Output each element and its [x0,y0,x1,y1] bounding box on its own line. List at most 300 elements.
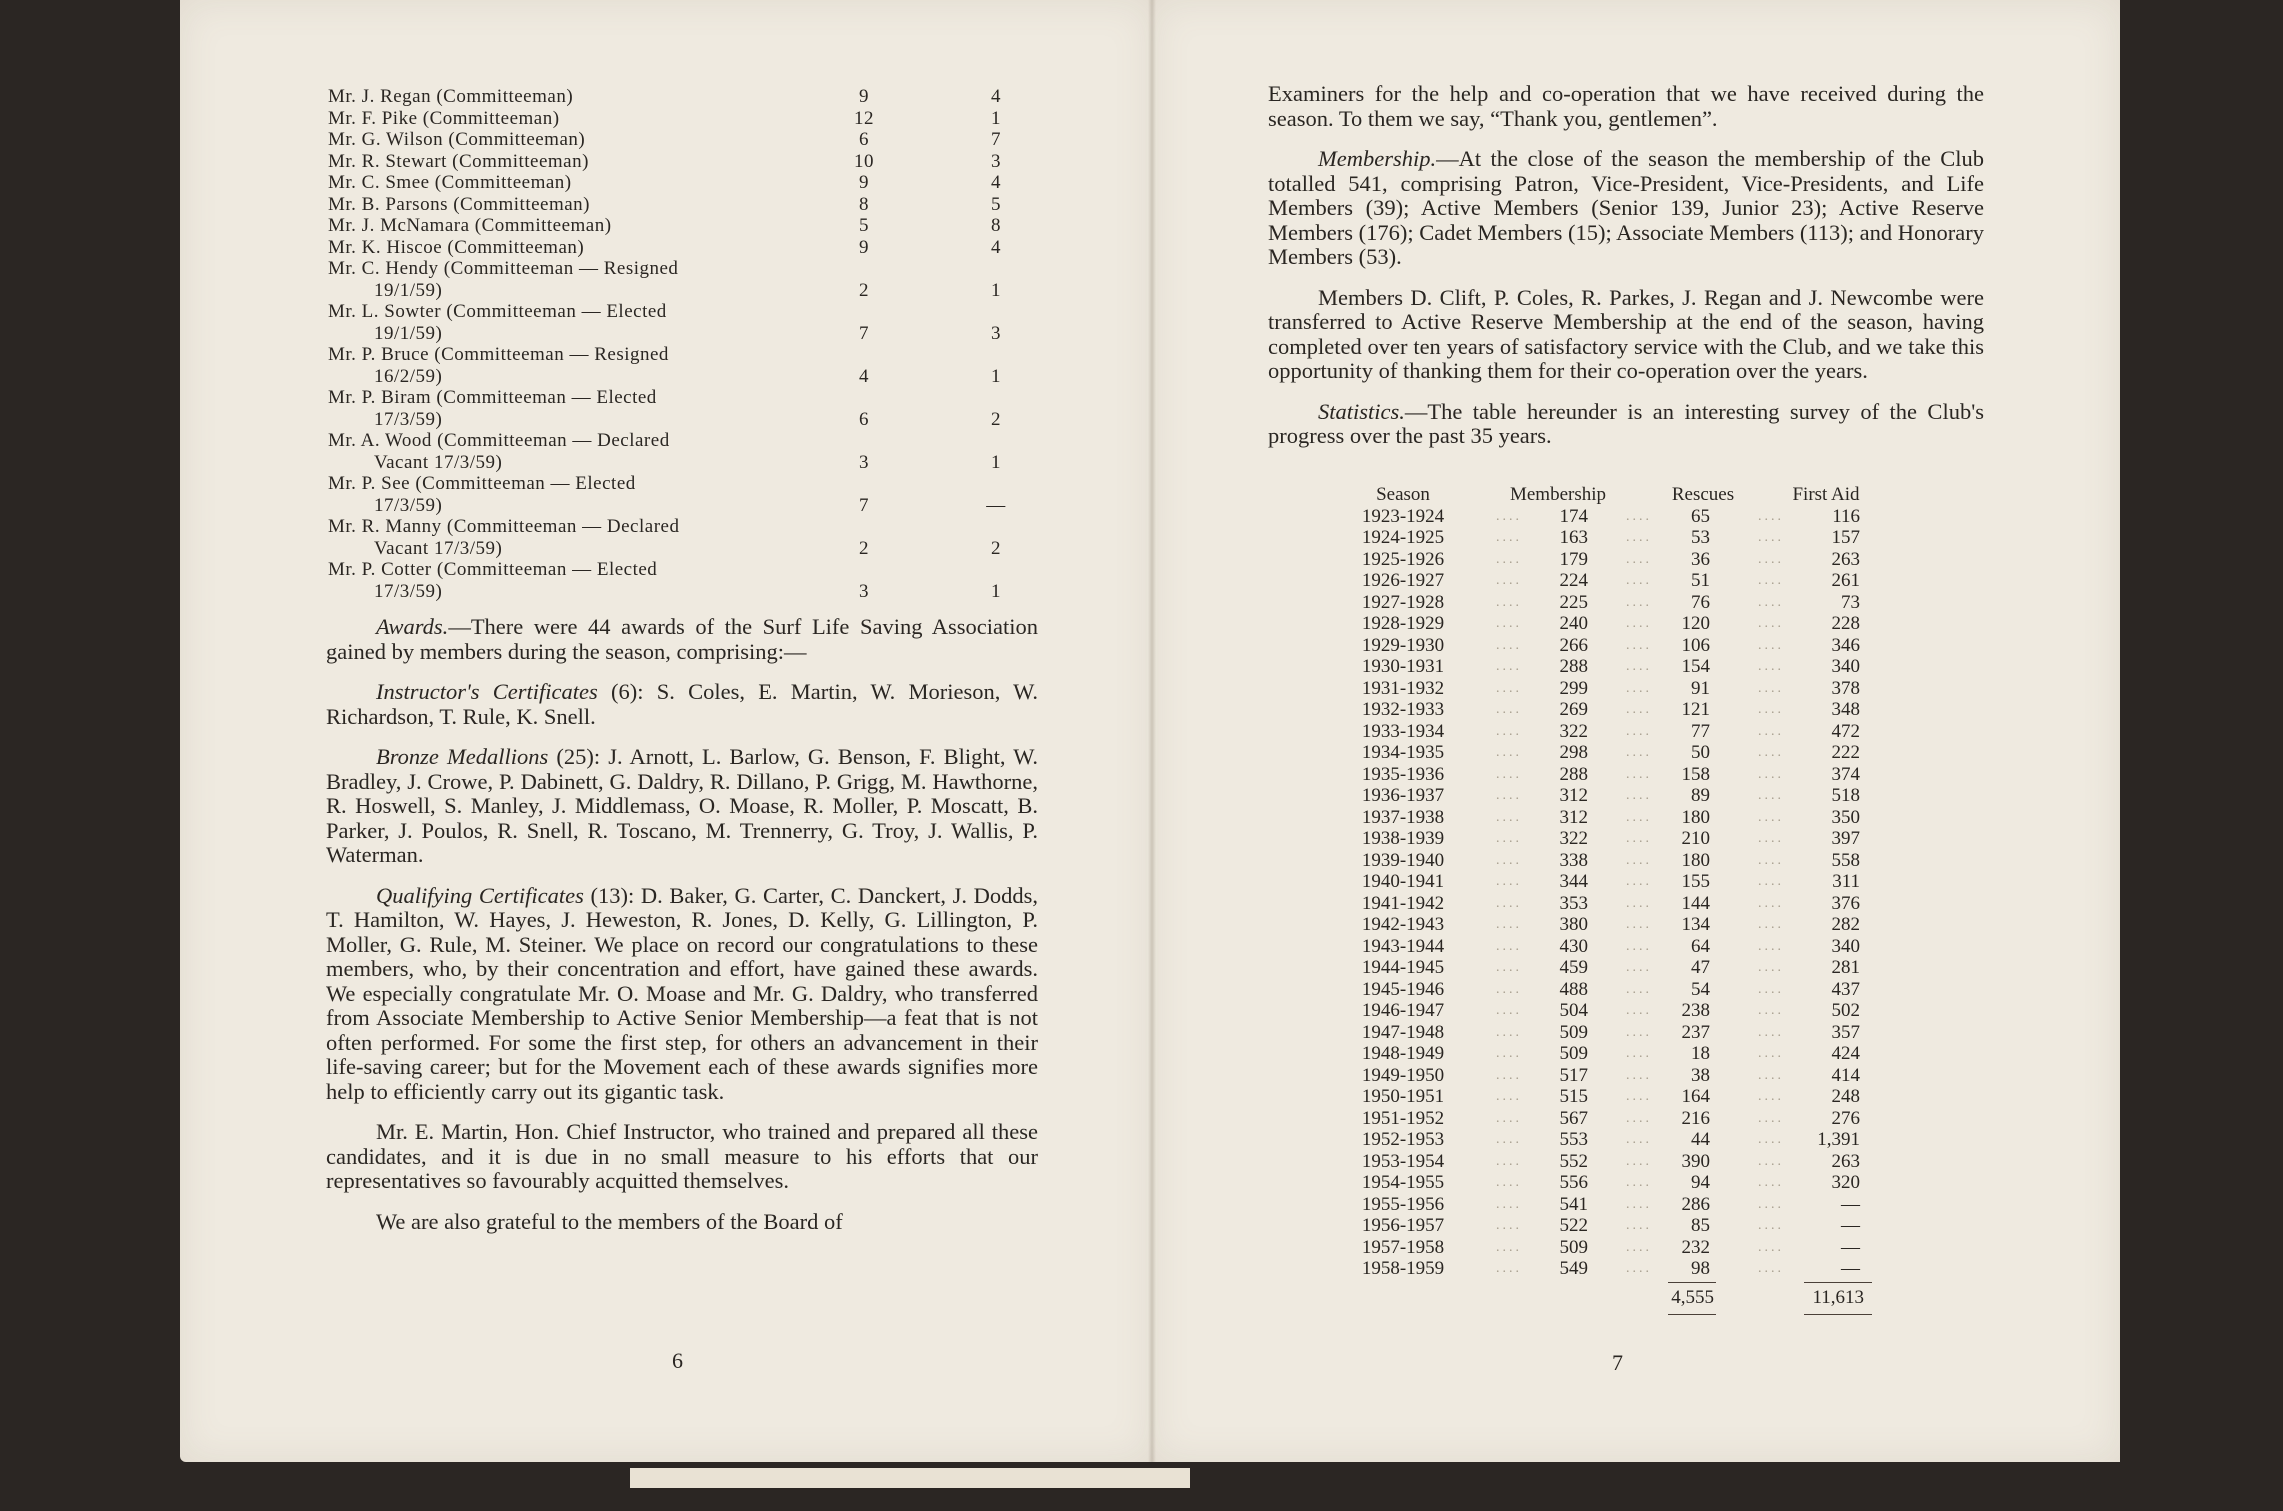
leader-dots: .... [1626,917,1652,932]
committee-value-1: 5 [859,215,869,236]
committee-member-line1: Mr. G. Wilson (Committeeman) [328,129,586,150]
committee-member-line2: 17/3/59) [374,580,443,602]
leader-dots: .... [1626,680,1652,696]
leader-dots: .... [1758,809,1784,825]
membership-cell: 344 [1559,871,1588,892]
leader-dots: .... [1496,766,1522,782]
committee-member-name [328,108,788,130]
leader-dots: .... [1626,1196,1652,1212]
statistics-row [1348,1086,1928,1108]
statistics-row [1348,957,1928,979]
right-paragraph [1268,400,1984,449]
leader-dots: .... [1496,1089,1522,1104]
leader-dots: .... [1626,1003,1652,1018]
leader-dots: .... [1758,831,1784,846]
committee-value-1: 10 [854,150,874,172]
rescues-cell: 18 [1691,1043,1710,1064]
leader-dots: .... [1496,1239,1522,1255]
page-number-left: 6 [672,1348,683,1373]
membership-cell: 353 [1559,892,1588,914]
committee-member-line2: 19/1/59) [374,322,443,344]
season-cell: 1940-1941 [1361,871,1445,892]
leader-dots: .... [1626,659,1652,674]
leader-dots: .... [1758,1046,1784,1061]
first-aid-cell: — [1841,1258,1860,1279]
paragraph-heading: Instructor's Certificates [376,679,598,704]
leader-dots: .... [1626,1132,1652,1147]
right-page-text [1268,82,1984,465]
leader-dots: .... [1496,788,1522,803]
season-cell: 1953-1954 [1361,1150,1445,1172]
membership-cell: 163 [1559,527,1588,548]
statistics-row [1348,979,1928,1001]
rescues-total: 4,555 [1671,1286,1714,1308]
season-cell: 1954-1955 [1361,1172,1445,1193]
leader-dots: .... [1626,960,1652,975]
leader-dots: .... [1626,1218,1652,1233]
rescues-cell: 85 [1691,1215,1710,1236]
season-cell: 1926-1927 [1361,570,1445,591]
leader-dots: .... [1496,831,1522,846]
leader-dots: .... [1496,1110,1522,1126]
committee-member-line1: Mr. J. Regan (Committeeman) [328,86,574,107]
leader-dots: .... [1496,1218,1522,1233]
leader-dots: .... [1626,831,1652,846]
rescues-cell: 180 [1681,849,1710,871]
committee-value-2: 4 [991,86,1001,107]
right-paragraph [1268,286,1984,384]
committee-value-2: 5 [991,193,1001,215]
paragraph-text: Examiners for the help and co-operation that we have received during the season. To them we say, “Thank you, gentlemen”. [1268,81,1984,131]
rescues-cell: 155 [1681,871,1710,892]
leader-dots: .... [1496,1024,1522,1040]
leader-dots: .... [1496,723,1522,739]
membership-cell: 541 [1559,1193,1588,1215]
rescues-cell: 216 [1681,1107,1710,1129]
season-cell: 1934-1935 [1361,742,1445,763]
leader-dots: .... [1626,530,1652,545]
membership-cell: 288 [1559,763,1588,785]
committee-row [328,172,1048,194]
statistics-row [1348,1215,1928,1237]
paragraph-text: (6): S. Coles, E. Martin, W. Morieson, W. Richardson, T. Rule, K. Snell. [326,679,1038,729]
committee-member-line1: Mr. R. Manny (Committeeman — Declared [328,516,680,537]
rescues-cell: 50 [1691,742,1710,763]
committee-value-2: 8 [991,215,1001,236]
season-cell: 1939-1940 [1361,849,1445,871]
committee-member-line2: 16/2/59) [374,365,443,387]
first-aid-cell: 348 [1831,699,1860,720]
statistics-row [1348,1258,1928,1280]
leader-dots: .... [1496,1003,1522,1018]
statistics-row [1348,742,1928,764]
first-aid-cell: 222 [1831,742,1860,763]
leader-dots: .... [1758,1261,1784,1276]
leader-dots: .... [1496,702,1522,717]
membership-cell: 312 [1559,785,1588,806]
leader-dots: .... [1758,1024,1784,1040]
first-aid-cell: 320 [1831,1172,1860,1193]
paragraph-text: —At the close of the season the membership of the Club totalled 541, comprising Patron, Vice-President, Vice-Presidents, and Life Members (39); Active Members (Senior 139, Junior 23); Active Reserve Members (176); Cadet Members (15); Associate Members (113); and Honorary Members (53). [1268,146,1984,269]
statistics-row [1348,592,1928,614]
membership-cell: 509 [1559,1043,1588,1064]
statistics-row [1348,1172,1928,1194]
rescues-cell: 286 [1681,1193,1710,1215]
season-cell: 1942-1943 [1361,914,1445,935]
leader-dots: .... [1626,1024,1652,1040]
leader-dots: .... [1758,508,1784,524]
membership-cell: 288 [1559,656,1588,677]
first-aid-cell: — [1841,1236,1860,1258]
committee-member-line1: Mr. K. Hiscoe (Committeeman) [328,236,585,258]
leader-dots: .... [1758,766,1784,782]
membership-cell: 174 [1559,505,1588,527]
statistics-row [1348,1043,1928,1065]
rescues-cell: 390 [1681,1150,1710,1172]
rescues-cell: 154 [1681,656,1710,677]
committee-value-1: 7 [859,322,869,344]
committee-value-1: 8 [859,193,869,215]
first-aid-cell: 116 [1832,505,1860,527]
leader-dots: .... [1758,1239,1784,1255]
committee-row [328,237,1048,259]
leader-dots: .... [1626,874,1652,889]
header-rescues: Rescues [1671,484,1735,505]
leader-dots: .... [1758,1218,1784,1233]
committee-attendance-table [328,86,1048,602]
season-cell: 1955-1956 [1361,1193,1445,1215]
season-cell: 1929-1930 [1361,634,1445,656]
committee-member-line1: Mr. P. See (Committeeman — Elected [328,473,636,494]
leader-dots: .... [1758,938,1784,954]
leader-dots: .... [1626,1110,1652,1126]
leader-dots: .... [1626,1046,1652,1061]
paragraph-text: Members D. Clift, P. Coles, R. Parkes, J. Regan and J. Newcombe were transferred to Active Reserve Membership at the end of the season, having completed over ten years of satisfactory service with the Club, and we take this opportunity of thanking them for their co-operation over the years. [1268,284,1984,383]
statistics-row [1348,1129,1928,1151]
leader-dots: .... [1626,852,1652,868]
leader-dots: .... [1758,659,1784,674]
leader-dots: .... [1758,1067,1784,1083]
leader-dots: .... [1626,895,1652,911]
committee-row [328,108,1048,130]
leader-dots: .... [1496,637,1522,653]
membership-cell: 509 [1559,1021,1588,1043]
committee-member-name [328,151,788,173]
right-paragraph [1268,82,1984,131]
paragraph-heading: Membership. [1318,146,1437,171]
leader-dots: .... [1496,1067,1522,1083]
membership-cell: 504 [1559,1000,1588,1021]
leader-dots: .... [1626,938,1652,954]
rescues-cell: 44 [1691,1129,1710,1150]
paragraph-text: (13): D. Baker, G. Carter, C. Danckert, J. Dodds, T. Hamilton, W. Hayes, J. Heweston, R. Jones, D. Kelly, G. Lillington, P. Moller, G. Rule, M. Steiner. We place on record our congratulations to these members, who, by their concentration and effort, have gained these awards. We especially congratulate Mr. O. Moase and Mr. G. Daldry, who transferred from Associate Membership to Active Senior Membership—a feat that is not often performed. For some the first step, for others an advancement in their life-saving career; but for the Movement each of these awards signifies more help to efficiently carry out its gigantic task. [326,882,1038,1104]
committee-value-2: 3 [991,150,1001,172]
first-aid-cell: 1,391 [1817,1129,1860,1150]
first-aid-total: 11,613 [1812,1286,1864,1308]
season-cell: 1936-1937 [1361,785,1445,806]
committee-row [328,215,1048,237]
season-cell: 1945-1946 [1361,978,1445,1000]
first-aid-cell: 376 [1831,892,1860,914]
header-first-aid: First Aid [1792,484,1860,505]
committee-value-2: 4 [991,172,1001,193]
leader-dots: .... [1496,573,1522,588]
rescues-cell: 91 [1691,677,1710,699]
leader-dots: .... [1626,745,1652,760]
rescues-cell: 106 [1681,634,1710,656]
leader-dots: .... [1758,723,1784,739]
leader-dots: .... [1496,917,1522,932]
committee-value-2: 2 [991,408,1001,430]
rescues-cell: 89 [1691,785,1710,806]
rescues-cell: 134 [1681,914,1710,935]
membership-cell: 312 [1559,806,1588,828]
first-aid-cell: 397 [1831,828,1860,849]
membership-cell: 522 [1559,1215,1588,1236]
leader-dots: .... [1626,809,1652,825]
leader-dots: .... [1496,938,1522,954]
leader-dots: .... [1758,745,1784,760]
first-aid-cell: 346 [1831,634,1860,656]
page-edge-strip [630,1468,1190,1488]
rescues-cell: 158 [1681,763,1710,785]
first-aid-cell: 228 [1831,613,1860,634]
committee-member-line2: 17/3/59) [374,408,443,430]
committee-row [328,301,1048,344]
committee-value-2: 1 [991,580,1001,602]
membership-cell: 380 [1559,914,1588,935]
page-number-right: 7 [1612,1350,1623,1375]
committee-row [328,473,1048,516]
rescues-cell: 54 [1691,978,1710,1000]
committee-value-1: 3 [859,451,869,473]
committee-member-line1: Mr. C. Hendy (Committeeman — Resigned [328,258,679,279]
first-aid-cell: 424 [1831,1043,1860,1064]
committee-member-line1: Mr. C. Smee (Committeeman) [328,172,572,193]
statistics-row [1348,656,1928,678]
committee-member-name [328,516,788,559]
leader-dots: .... [1758,960,1784,975]
committee-member-line1: Mr. F. Pike (Committeeman) [328,107,560,129]
committee-member-name [328,86,788,108]
paragraph-text: Mr. E. Martin, Hon. Chief Instructor, who trained and prepared all these candidates, and it is due in no small measure to his efforts that our representatives so favourably acquitted themselves. [326,1119,1038,1193]
committee-row [328,430,1048,473]
statistics-row [1348,1022,1928,1044]
membership-cell: 556 [1559,1172,1588,1193]
season-cell: 1930-1931 [1361,656,1445,677]
leader-dots: .... [1758,895,1784,911]
leader-dots: .... [1496,1261,1522,1276]
season-cell: 1925-1926 [1361,548,1445,570]
committee-member-name [328,237,788,259]
paragraph-heading: Awards. [376,614,449,639]
rescues-cell: 65 [1691,505,1710,527]
rescues-cell: 64 [1691,935,1710,957]
leader-dots: .... [1626,573,1652,588]
leader-dots: .... [1758,981,1784,997]
rescues-cell: 53 [1691,527,1710,548]
season-cell: 1928-1929 [1361,613,1445,634]
rescues-cell: 38 [1691,1064,1710,1086]
first-aid-cell: 263 [1831,548,1860,570]
leader-dots: .... [1496,745,1522,760]
committee-member-line1: Mr. R. Stewart (Committeeman) [328,150,589,172]
membership-cell: 515 [1559,1086,1588,1107]
statistics-row [1348,807,1928,829]
leader-dots: .... [1758,1132,1784,1147]
leader-dots: .... [1496,1175,1522,1190]
membership-cell: 567 [1559,1107,1588,1129]
committee-value-1: 9 [859,236,869,258]
season-cell: 1935-1936 [1361,763,1445,785]
committee-row [328,344,1048,387]
leader-dots: .... [1496,551,1522,567]
paragraph-text: —There were 44 awards of the Surf Life Saving Association gained by members during the season, comprising:— [326,614,1038,664]
statistics-row [1348,635,1928,657]
season-cell: 1931-1932 [1361,677,1445,699]
leader-dots: .... [1626,702,1652,717]
left-paragraph [326,1120,1038,1194]
committee-value-1: 3 [859,580,869,602]
leader-dots: .... [1626,594,1652,610]
statistics-header-row [1348,484,1928,506]
leader-dots: .... [1496,530,1522,545]
leader-dots: .... [1758,1153,1784,1169]
statistics-table [1348,484,1928,1312]
membership-cell: 430 [1559,935,1588,957]
leader-dots: .... [1496,960,1522,975]
leader-dots: .... [1496,616,1522,631]
committee-row [328,387,1048,430]
committee-value-1: 4 [859,365,869,387]
season-cell: 1949-1950 [1361,1064,1445,1086]
leader-dots: .... [1758,1003,1784,1018]
membership-cell: 298 [1559,742,1588,763]
statistics-totals-row [1348,1280,1928,1312]
paragraph-heading: Statistics. [1318,398,1405,424]
paragraph-text: —The table hereunder is an interesting survey of the Club's progress over the past 35 years. [1268,398,1984,448]
committee-row [328,86,1048,108]
left-paragraph [326,1210,1038,1235]
first-aid-cell: 261 [1831,570,1860,591]
committee-member-line2: Vacant 17/3/59) [374,451,503,473]
first-aid-cell: 281 [1831,957,1860,978]
membership-cell: 488 [1559,978,1588,1000]
season-cell: 1944-1945 [1361,957,1445,978]
first-aid-cell: 437 [1831,978,1860,1000]
statistics-row [1348,613,1928,635]
committee-member-line1: Mr. J. McNamara (Committeeman) [328,215,612,236]
membership-cell: 517 [1559,1064,1588,1086]
committee-value-2: — [986,494,1006,516]
rescues-cell: 94 [1691,1172,1710,1193]
statistics-row [1348,828,1928,850]
membership-cell: 299 [1559,677,1588,699]
first-aid-cell: 311 [1832,871,1860,892]
season-cell: 1948-1949 [1361,1043,1445,1064]
rescues-cell: 180 [1681,806,1710,828]
first-aid-cell: 378 [1831,677,1860,699]
first-aid-cell: — [1841,1215,1860,1236]
leader-dots: .... [1626,1067,1652,1083]
first-aid-cell: 248 [1831,1086,1860,1107]
leader-dots: .... [1626,1175,1652,1190]
leader-dots: .... [1626,1239,1652,1255]
statistics-row [1348,527,1928,549]
leader-dots: .... [1758,616,1784,631]
committee-member-name [328,559,788,602]
season-cell: 1958-1959 [1361,1258,1445,1279]
first-aid-cell: 340 [1831,656,1860,677]
committee-value-2: 7 [991,129,1001,150]
committee-member-line1: Mr. P. Bruce (Committeeman — Resigned [328,344,669,365]
first-aid-cell: 263 [1831,1150,1860,1172]
committee-value-2: 2 [991,537,1001,559]
statistics-row [1348,893,1928,915]
committee-member-name [328,430,788,473]
season-cell: 1950-1951 [1361,1086,1445,1107]
leader-dots: .... [1758,1196,1784,1212]
season-cell: 1937-1938 [1361,806,1445,828]
leader-dots: .... [1496,1046,1522,1061]
committee-value-1: 6 [859,129,869,150]
committee-member-line1: Mr. P. Cotter (Committeeman — Elected [328,559,658,580]
season-cell: 1943-1944 [1361,935,1445,957]
left-paragraph [326,884,1038,1105]
rescues-cell: 210 [1681,828,1710,849]
committee-member-name [328,301,788,344]
membership-cell: 552 [1559,1150,1588,1172]
season-cell: 1933-1934 [1361,720,1445,742]
season-cell: 1956-1957 [1361,1215,1445,1236]
leader-dots: .... [1626,1089,1652,1104]
leader-dots: .... [1758,702,1784,717]
season-cell: 1932-1933 [1361,699,1445,720]
leader-dots: .... [1626,1261,1652,1276]
leader-dots: .... [1626,616,1652,631]
right-paragraph [1268,147,1984,270]
statistics-row [1348,1194,1928,1216]
paragraph-text: We are also grateful to the members of the Board of [376,1208,843,1234]
committee-row [328,151,1048,173]
committee-value-1: 9 [859,86,869,107]
committee-row [328,258,1048,301]
statistics-row [1348,506,1928,528]
membership-cell: 240 [1559,613,1588,634]
membership-cell: 549 [1559,1258,1588,1279]
leader-dots: .... [1758,1175,1784,1190]
statistics-row [1348,785,1928,807]
left-paragraph [326,615,1038,664]
rescues-cell: 36 [1691,548,1710,570]
statistics-row [1348,936,1928,958]
first-aid-cell: 502 [1831,1000,1860,1021]
statistics-row [1348,1237,1928,1259]
statistics-row [1348,1151,1928,1173]
committee-member-line1: Mr. B. Parsons (Committeeman) [328,193,591,215]
leader-dots: .... [1758,874,1784,889]
committee-member-line1: Mr. A. Wood (Committeeman — Declared [328,430,670,451]
first-aid-cell: 340 [1831,935,1860,957]
leader-dots: .... [1496,1132,1522,1147]
membership-cell: 553 [1559,1129,1588,1150]
leader-dots: .... [1758,680,1784,696]
membership-cell: 266 [1559,634,1588,656]
committee-value-2: 1 [991,451,1001,473]
first-aid-cell: 374 [1831,763,1860,785]
leader-dots: .... [1626,551,1652,567]
statistics-row [1348,1108,1928,1130]
